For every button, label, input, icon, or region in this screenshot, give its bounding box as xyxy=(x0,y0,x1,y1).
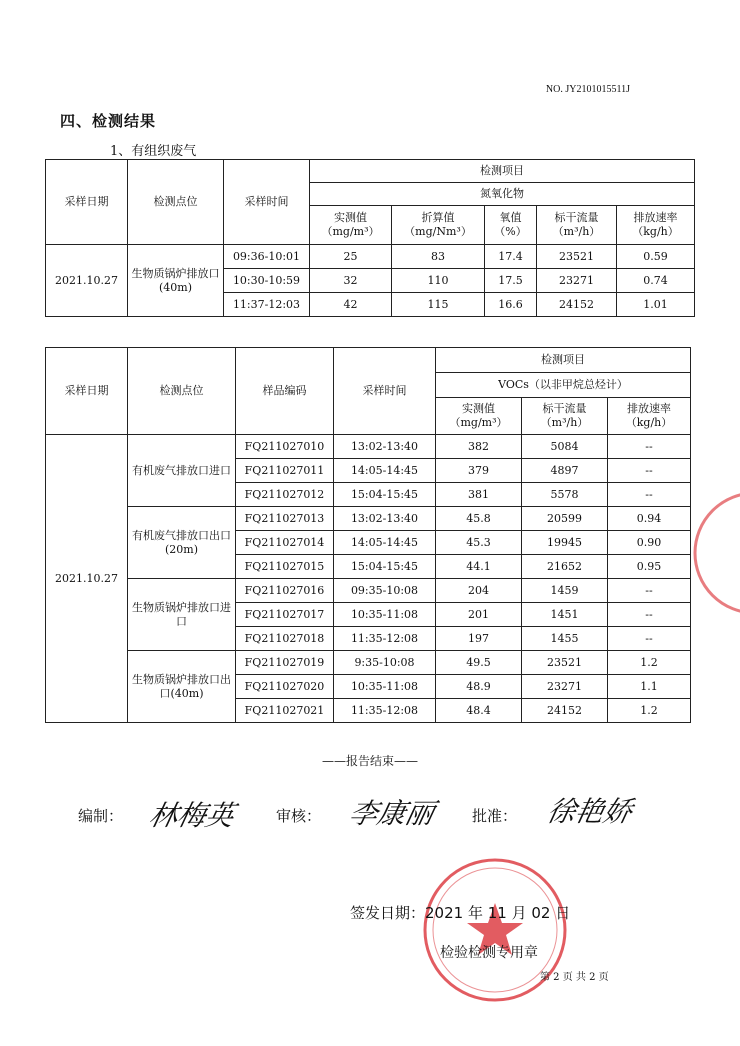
edge-seal-icon xyxy=(690,488,740,618)
cell-flow: 5578 xyxy=(522,483,608,507)
cell-measured: 382 xyxy=(436,435,522,459)
cell-flow: 23271 xyxy=(537,269,617,293)
section-title: 四、检测结果 xyxy=(60,112,157,130)
cell-rate: 1.1 xyxy=(608,675,691,699)
table-row xyxy=(46,435,691,459)
cell-measured: 48.9 xyxy=(436,675,522,699)
sub-col-converted: 折算值 （mg/Nm³） xyxy=(392,206,485,245)
cell-time: 9:35-10:08 xyxy=(334,651,436,675)
approved-label: 批准： xyxy=(472,807,518,825)
cell-time: 13:02-13:40 xyxy=(334,435,436,459)
cell-flow: 19945 xyxy=(522,531,608,555)
cell-rate: -- xyxy=(608,579,691,603)
cell-measured: 379 xyxy=(436,459,522,483)
seal-caption: 检验检测专用章 xyxy=(440,945,538,961)
cell-sample: FQ211027019 xyxy=(236,651,334,675)
cell-oxygen: 17.5 xyxy=(485,269,537,293)
cell-converted: 110 xyxy=(392,269,485,293)
cell-time: 15:04-15:45 xyxy=(334,555,436,579)
cell-rate: -- xyxy=(608,435,691,459)
table-row xyxy=(46,245,695,269)
cell-time: 09:36-10:01 xyxy=(224,245,310,269)
cell-flow: 21652 xyxy=(522,555,608,579)
cell-flow: 1451 xyxy=(522,603,608,627)
col-location: 检测点位 xyxy=(128,160,224,245)
sample-location: 生物质锅炉排放口出口(40m) xyxy=(128,651,236,723)
cell-time: 15:04-15:45 xyxy=(334,483,436,507)
cell-flow: 1459 xyxy=(522,579,608,603)
cell-flow: 23521 xyxy=(537,245,617,269)
cell-sample: FQ211027011 xyxy=(236,459,334,483)
cell-rate: -- xyxy=(608,603,691,627)
sub-col-measured: 实测值 （mg/m³） xyxy=(310,206,392,245)
cell-flow: 5084 xyxy=(522,435,608,459)
table-row xyxy=(46,579,691,603)
col-date: 采样日期 xyxy=(46,160,128,245)
issue-date: 签发日期：2021 年 11 月 02 日 xyxy=(350,904,571,922)
cell-oxygen: 17.4 xyxy=(485,245,537,269)
cell-rate: 0.90 xyxy=(608,531,691,555)
cell-sample: FQ211027021 xyxy=(236,699,334,723)
sub-col-oxygen: 氧值 （%） xyxy=(485,206,537,245)
cell-flow: 1455 xyxy=(522,627,608,651)
cell-sample: FQ211027017 xyxy=(236,603,334,627)
cell-time: 11:37-12:03 xyxy=(224,293,310,317)
table-row xyxy=(46,651,691,675)
sub-col-rate: 排放速率 （kg/h） xyxy=(617,206,695,245)
cell-measured: 32 xyxy=(310,269,392,293)
cell-measured: 25 xyxy=(310,245,392,269)
col-time: 采样时间 xyxy=(334,348,436,435)
cell-sample: FQ211027014 xyxy=(236,531,334,555)
cell-rate: -- xyxy=(608,459,691,483)
cell-converted: 83 xyxy=(392,245,485,269)
cell-measured: 45.8 xyxy=(436,507,522,531)
cell-rate: 1.01 xyxy=(617,293,695,317)
sample-location: 生物质锅炉排放口(40m) xyxy=(128,245,224,317)
cell-rate: 0.95 xyxy=(608,555,691,579)
cell-flow: 20599 xyxy=(522,507,608,531)
sub-col-flow: 标干流量 （m³/h） xyxy=(537,206,617,245)
col-time: 采样时间 xyxy=(224,160,310,245)
cell-flow: 24152 xyxy=(537,293,617,317)
sub-col-measured: 实测值 （mg/m³） xyxy=(436,398,522,435)
cell-flow: 23271 xyxy=(522,675,608,699)
report-end-marker: ——报告结束—— xyxy=(321,754,418,768)
cell-time: 10:30-10:59 xyxy=(224,269,310,293)
cell-sample: FQ211027020 xyxy=(236,675,334,699)
prepared-signature: 林梅英 xyxy=(146,799,238,832)
prepared-label: 编制： xyxy=(78,807,124,825)
cell-time: 10:35-11:08 xyxy=(334,675,436,699)
cell-time: 10:35-11:08 xyxy=(334,603,436,627)
cell-rate: 1.2 xyxy=(608,651,691,675)
vocs-results-table xyxy=(45,347,691,723)
cell-rate: 0.74 xyxy=(617,269,695,293)
report-number: NO. JY2101015511J xyxy=(545,84,630,95)
cell-sample: FQ211027018 xyxy=(236,627,334,651)
cell-measured: 201 xyxy=(436,603,522,627)
col-sample: 样品编码 xyxy=(236,348,334,435)
group-label: 检测项目 xyxy=(310,160,695,183)
cell-measured: 381 xyxy=(436,483,522,507)
cell-rate: -- xyxy=(608,483,691,507)
cell-oxygen: 16.6 xyxy=(485,293,537,317)
cell-measured: 42 xyxy=(310,293,392,317)
cell-flow: 23521 xyxy=(522,651,608,675)
sub-col-rate: 排放速率 （kg/h） xyxy=(608,398,691,435)
cell-measured: 204 xyxy=(436,579,522,603)
reviewed-label: 审核： xyxy=(276,807,322,825)
section-subtitle: 1、有组织废气 xyxy=(110,144,197,159)
item-label: VOCs（以非甲烷总烃计） xyxy=(436,373,691,398)
cell-measured: 44.1 xyxy=(436,555,522,579)
sample-location: 有机废气排放口出口(20m) xyxy=(128,507,236,579)
nox-results-table xyxy=(45,159,695,317)
sample-location: 有机废气排放口进口 xyxy=(128,435,236,507)
col-location: 检测点位 xyxy=(128,348,236,435)
approved-signature: 徐艳娇 xyxy=(544,795,636,828)
cell-sample: FQ211027010 xyxy=(236,435,334,459)
cell-rate: 0.94 xyxy=(608,507,691,531)
sub-col-flow: 标干流量 （m³/h） xyxy=(522,398,608,435)
cell-flow: 4897 xyxy=(522,459,608,483)
cell-time: 09:35-10:08 xyxy=(334,579,436,603)
cell-time: 11:35-12:08 xyxy=(334,627,436,651)
item-label: 氮氧化物 xyxy=(310,183,695,206)
reviewed-signature: 李康丽 xyxy=(346,797,438,830)
table-row xyxy=(46,507,691,531)
cell-time: 14:05-14:45 xyxy=(334,459,436,483)
group-label: 检测项目 xyxy=(436,348,691,373)
cell-measured: 49.5 xyxy=(436,651,522,675)
cell-time: 14:05-14:45 xyxy=(334,531,436,555)
cell-sample: FQ211027013 xyxy=(236,507,334,531)
cell-sample: FQ211027012 xyxy=(236,483,334,507)
cell-rate: 1.2 xyxy=(608,699,691,723)
cell-measured: 48.4 xyxy=(436,699,522,723)
cell-time: 11:35-12:08 xyxy=(334,699,436,723)
cell-sample: FQ211027015 xyxy=(236,555,334,579)
cell-measured: 45.3 xyxy=(436,531,522,555)
cell-rate: 0.59 xyxy=(617,245,695,269)
cell-sample: FQ211027016 xyxy=(236,579,334,603)
page-number: 第 2 页 共 2 页 xyxy=(540,972,609,983)
sample-location: 生物质锅炉排放口进口 xyxy=(128,579,236,651)
cell-measured: 197 xyxy=(436,627,522,651)
cell-flow: 24152 xyxy=(522,699,608,723)
cell-converted: 115 xyxy=(392,293,485,317)
sample-date: 2021.10.27 xyxy=(46,435,128,723)
col-date: 采样日期 xyxy=(46,348,128,435)
cell-time: 13:02-13:40 xyxy=(334,507,436,531)
cell-rate: -- xyxy=(608,627,691,651)
sample-date: 2021.10.27 xyxy=(46,245,128,317)
